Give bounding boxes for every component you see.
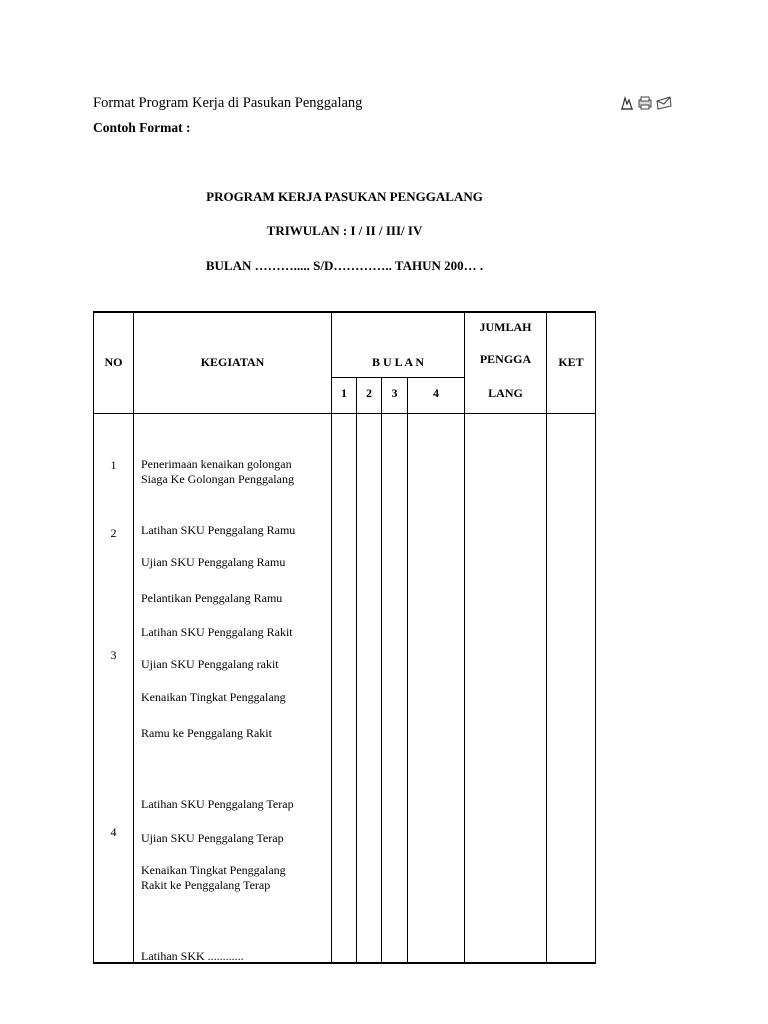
col-no-header: NO: [104, 355, 123, 369]
toolbar-icons: [619, 95, 673, 111]
activity-item: Latihan SKU Penggalang Rakit: [141, 625, 293, 639]
col-jumlah-header-2: PENGGA: [479, 352, 532, 366]
pdf-icon[interactable]: [619, 95, 635, 111]
month-3-header: 3: [391, 386, 398, 400]
row-number: 2: [110, 526, 117, 540]
activity-item: Latihan SKU Penggalang Terap: [141, 797, 294, 811]
col-line-m3: [407, 377, 408, 964]
header-bottom-border: [93, 413, 596, 414]
row-number: 1: [110, 458, 117, 472]
month-4-header: 4: [433, 386, 439, 400]
activity-item: Ujian SKU Penggalang Ramu: [141, 555, 286, 569]
col-ket-header: KET: [558, 355, 584, 369]
col-kegiatan-header: KEGIATAN: [200, 355, 265, 369]
program-heading: PROGRAM KERJA PASUKAN PENGGALANG: [206, 189, 483, 204]
page-subtitle: Contoh Format :: [93, 120, 191, 135]
activity-item: Penerimaan kenaikan golongan Siaga Ke Golongan Penggalang: [141, 457, 294, 486]
activity-item: Ramu ke Penggalang Rakit: [141, 726, 272, 740]
col-line-no: [133, 311, 134, 964]
activity-item: Kenaikan Tingkat Penggalang Rakit ke Penggalang Terap: [141, 863, 286, 892]
page-title: Format Program Kerja di Pasukan Penggalang: [93, 95, 363, 111]
col-line-m1: [356, 377, 357, 964]
col-line-kegiatan: [331, 311, 332, 964]
col-jumlah-header-3: LANG: [488, 386, 523, 400]
month-2-header: 2: [366, 386, 372, 400]
print-icon[interactable]: [637, 95, 653, 111]
bulan-heading: BULAN ………..... S/D………….. TAHUN 200… .: [205, 258, 484, 273]
col-jumlah-header-1: JUMLAH: [479, 320, 532, 334]
activity-item: Ujian SKU Penggalang rakit: [141, 657, 279, 671]
row-number: 3: [110, 648, 117, 662]
activity-item: Kenaikan Tingkat Penggalang: [141, 690, 286, 704]
row-number: 4: [110, 825, 117, 839]
col-bulan-header: B U L A N: [371, 355, 425, 369]
email-icon[interactable]: [655, 95, 673, 111]
bulan-divider: [332, 377, 465, 378]
month-1-header: 1: [341, 386, 347, 400]
activity-item: Latihan SKK ............: [141, 949, 244, 963]
table-top-border: [93, 311, 596, 313]
triwulan-heading: TRIWULAN : I / II / III/ IV: [266, 223, 423, 238]
col-line-m2: [381, 377, 382, 964]
activity-item: Ujian SKU Penggalang Terap: [141, 831, 284, 845]
col-line-jumlah: [546, 311, 547, 964]
col-line-left: [93, 311, 94, 964]
col-line-bulan: [464, 311, 465, 964]
col-line-right: [595, 311, 596, 964]
activity-item: Latihan SKU Penggalang Ramu: [141, 523, 296, 537]
activity-item: Pelantikan Penggalang Ramu: [141, 591, 283, 605]
